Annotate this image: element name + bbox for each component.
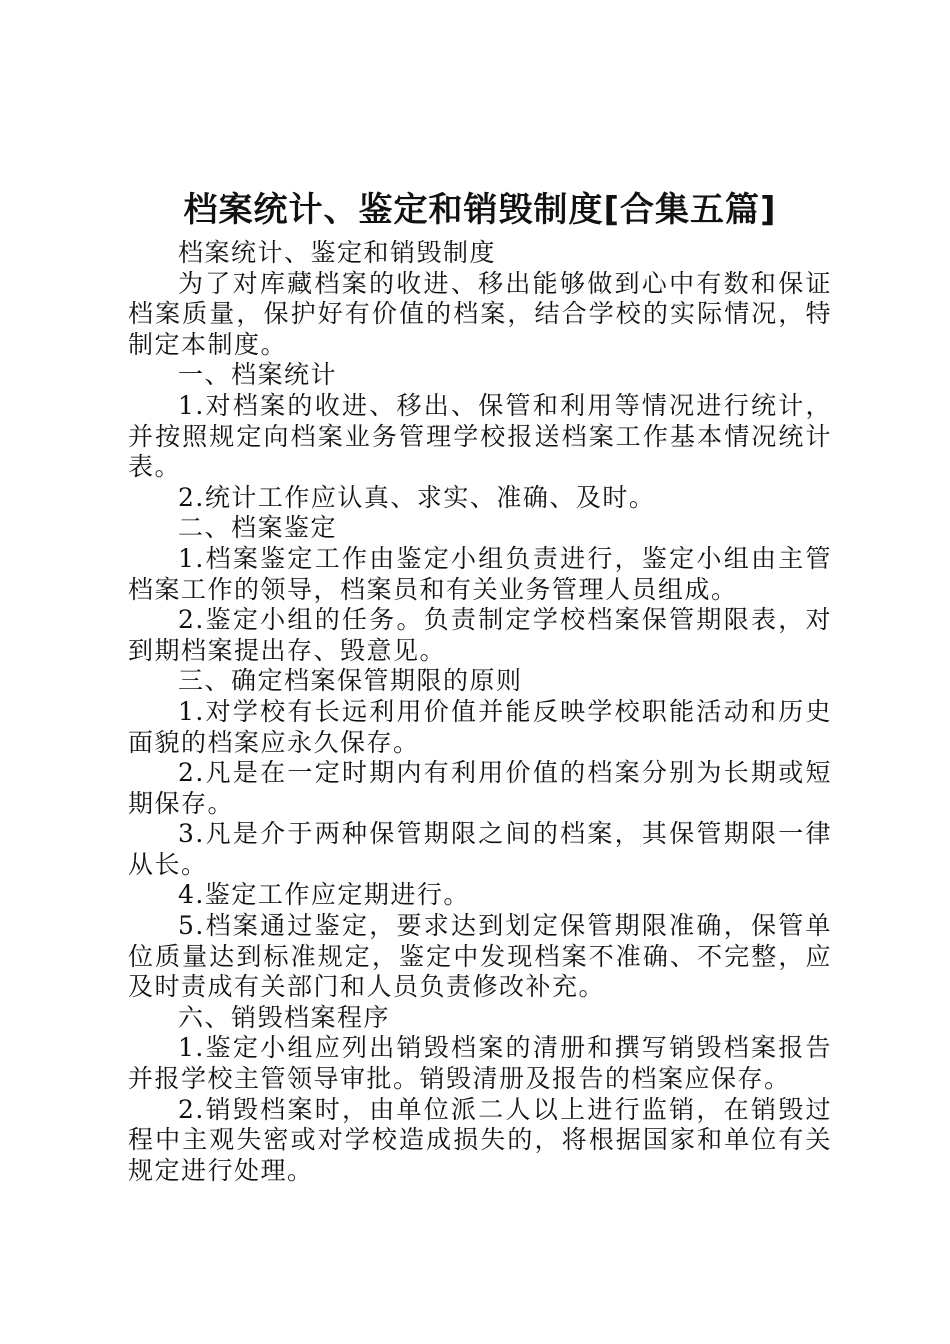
- paragraph-appraisal-1: 1.档案鉴定工作由鉴定小组负责进行，鉴定小组由主管档案工作的领导，档案员和有关业务管理人员组成。: [128, 543, 832, 604]
- section-heading-destruction: 六、销毁档案程序: [178, 1002, 391, 1032]
- paragraph-destruction-2: 2.销毁档案时，由单位派二人以上进行监销，在销毁过程中主观失密或对学校造成损失的，将根据国家和单位有关规定进行处理。: [128, 1094, 832, 1185]
- document-title: 档案统计、鉴定和销毁制度[合集五篇]: [183, 190, 777, 230]
- section-heading-retention: 三、确定档案保管期限的原则: [178, 666, 523, 696]
- paragraph-subtitle: 档案统计、鉴定和销毁制度: [178, 238, 497, 267]
- paragraph-retention-5: 5.档案通过鉴定，要求达到划定保管期限准确，保管单位质量达到标准规定，鉴定中发现档案不准确、不完整，应及时责成有关部门和人员负责修改补充。: [128, 911, 832, 1002]
- paragraph-retention-4: 4.鉴定工作应定期进行。: [178, 880, 470, 910]
- paragraph-appraisal-2: 2.鉴定小组的任务。负责制定学校档案保管期限表，对到期档案提出存、毁意见。: [128, 605, 832, 665]
- paragraph-statistics-1: 1.对档案的收进、移出、保管和利用等情况进行统计，并按照规定向档案业务管理学校报送档案工作基本情况统计表。: [128, 390, 832, 482]
- paragraph-intro: 为了对库藏档案的收进、移出能够做到心中有数和保证档案质量，保护好有价值的档案，结合学校的实际情况，特制定本制度。: [128, 268, 832, 359]
- paragraph-retention-2: 2.凡是在一定时期内有利用价值的档案分别为长期或短期保存。: [128, 758, 832, 818]
- section-heading-statistics: 一、档案统计: [178, 360, 338, 390]
- paragraph-statistics-2: 2.统计工作应认真、求实、准确、及时。: [178, 482, 656, 512]
- section-heading-appraisal: 二、档案鉴定: [178, 513, 338, 543]
- paragraph-retention-3: 3.凡是介于两种保管期限之间的档案，其保管期限一律从长。: [128, 819, 832, 879]
- paragraph-destruction-1: 1.鉴定小组应列出销毁档案的清册和撰写销毁档案报告并报学校主管领导审批。销毁清册及报告的档案应保存。: [128, 1033, 832, 1094]
- paragraph-retention-1: 1.对学校有长远利用价值并能反映学校职能活动和历史面貌的档案应永久保存。: [128, 696, 832, 757]
- document-body: [128, 238, 832, 1186]
- document-page: [128, 188, 832, 1186]
